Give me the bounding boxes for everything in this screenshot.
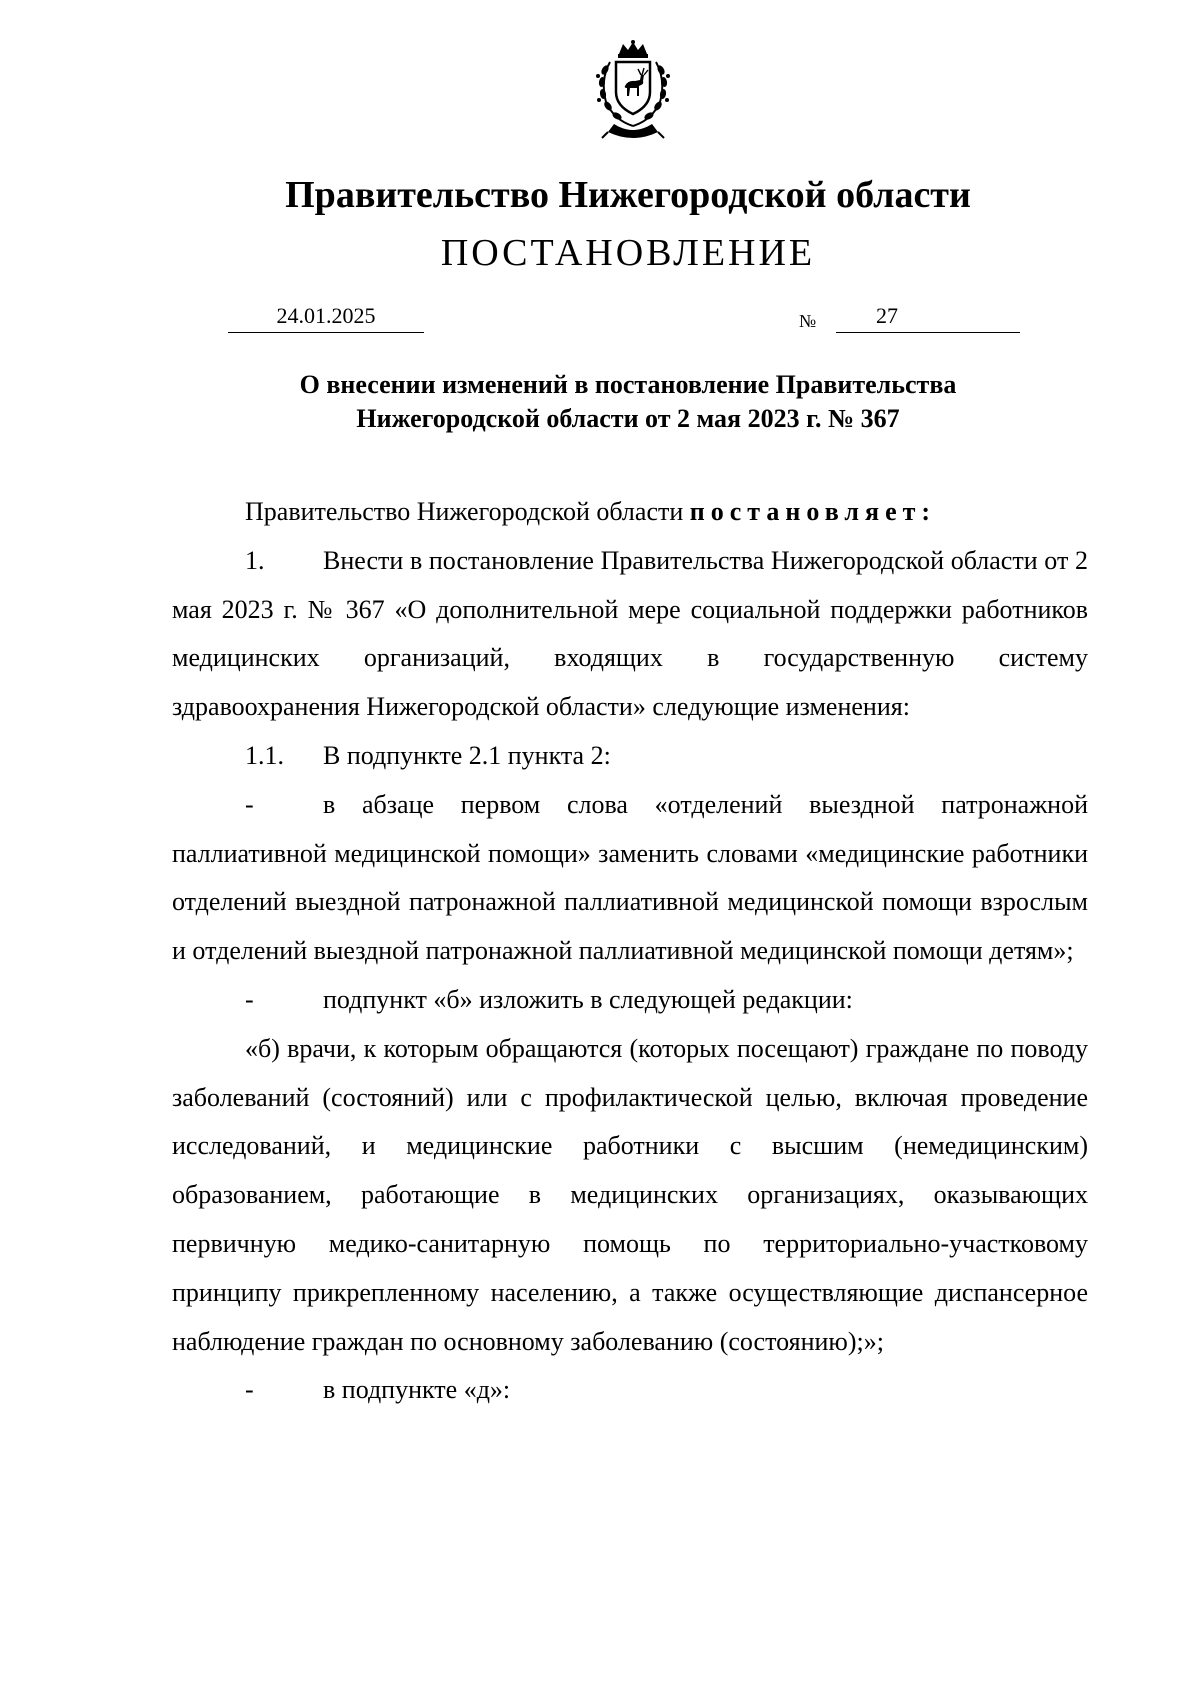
list-item-3 <box>172 1366 1088 1415</box>
list-item-2-marker: - <box>245 984 254 1014</box>
subject-line-1: О внесении изменений в постановление Правительства <box>299 370 957 399</box>
document-body <box>172 488 1088 1415</box>
paragraph-1 <box>172 537 1088 732</box>
intro-text: Правительство Нижегородской области <box>245 497 684 526</box>
document-number: 27 <box>876 303 898 328</box>
subject-line-2: Нижегородской области от 2 мая 2023 г. № 367 <box>356 404 900 433</box>
intro-verb: постановляет: <box>689 497 937 526</box>
list-item-3-text: в подпункте «д»: <box>323 1375 511 1405</box>
paragraph-1-marker: 1. <box>245 545 265 575</box>
paragraph-1-1 <box>172 732 1088 781</box>
government-title: Правительство Нижегородской области <box>285 174 971 216</box>
list-item-2-text: подпункт «б» изложить в следующей редакции: <box>323 984 853 1014</box>
intro-paragraph <box>172 488 1088 537</box>
paragraph-1-1-marker: 1.1. <box>245 740 284 770</box>
list-item-1-marker: - <box>245 789 254 819</box>
list-item-1-text: в абзаце первом слова «отделений выездной патронажной паллиативной медицинской помощи» заменить словами «медицинские работники отделений выездной патронажной паллиативной медицинской помощи взрослым и отделений выездной патронажной паллиативной медицинской помощи детям»; <box>172 789 1088 966</box>
coat-of-arms-emblem <box>578 40 688 150</box>
document-number-field <box>836 302 1020 333</box>
list-item-3-marker: - <box>245 1375 254 1405</box>
document-subject <box>230 368 1026 436</box>
list-item-2 <box>172 976 1088 1025</box>
number-sign: № <box>799 311 817 331</box>
paragraph-1-1-text: В подпункте 2.1 пункта 2: <box>323 740 611 770</box>
document-date: 24.01.2025 <box>228 302 424 333</box>
quoted-subparagraph: «б) врачи, к которым обращаются (которых посещают) граждане по поводу заболеваний (состояний) или с профилактической целью, включая проведение исследований, и медицинские работники с высшим (немедицинским) образованием, работающие в медицинских организациях, оказывающих первичную медико-санитарную помощь по территориально-участковому принципу прикрепленному населению, а также осуществляющие диспансерное наблюдение граждан по основному заболеванию (состоянию);»; <box>172 1033 1088 1356</box>
paragraph-1-text: Внести в постановление Правительства Нижегородской области от 2 мая 2023 г. № 367 «О дополнительной мере социальной поддержки работников медицинских организаций, входящих в государственную систему здравоохранения Нижегородской области» следующие изменения: <box>172 545 1088 722</box>
document-type-title: ПОСТАНОВЛЕНИЕ <box>440 232 816 274</box>
list-item-1 <box>172 781 1088 976</box>
